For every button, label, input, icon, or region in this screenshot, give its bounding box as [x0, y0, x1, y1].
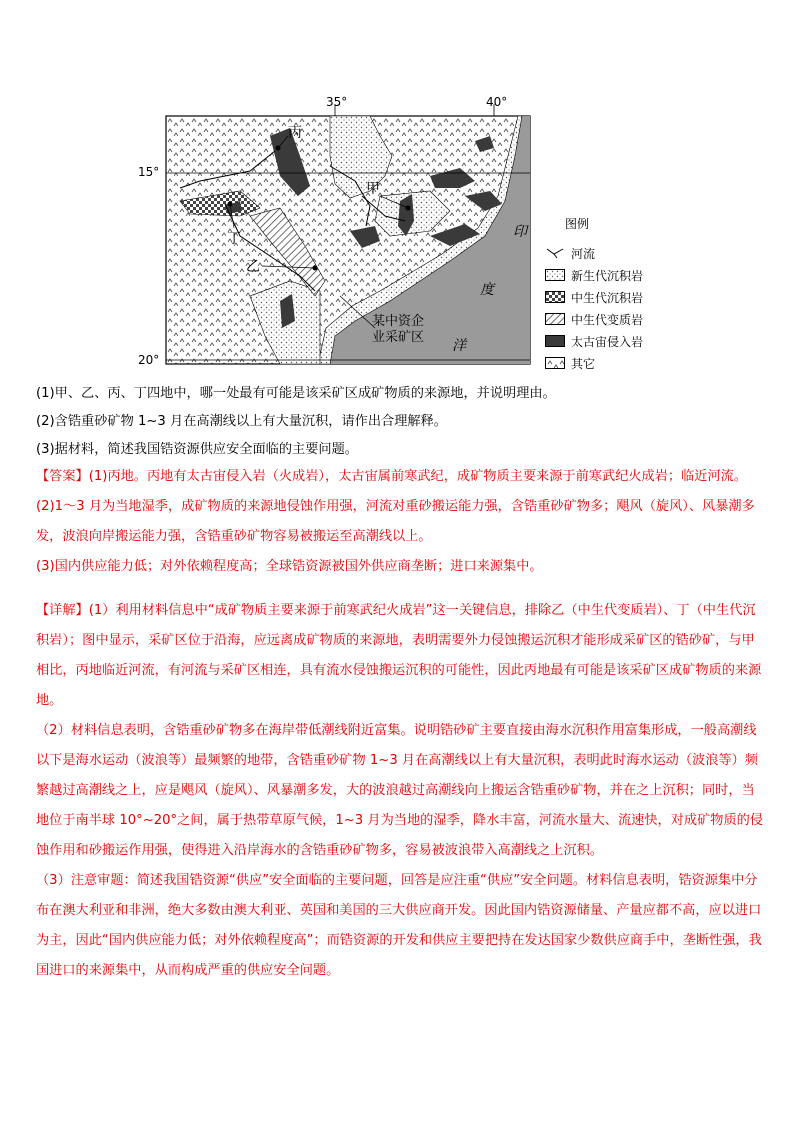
- ocean-label-du: 度: [480, 282, 494, 298]
- lat-label-20: 20°: [138, 353, 160, 367]
- mesozoic-metamorphic-swatch: [545, 313, 565, 325]
- legend-item-mesozoic-sedimentary: [545, 288, 643, 306]
- lon-label-40: 40°: [486, 95, 508, 109]
- legend-item-mesozoic-metamorphic: [545, 310, 643, 328]
- detail-paragraph-2: （2）材料信息表明，含锆重砂矿物多在海岸带低潮线附近富集。说明锆砂矿主要直接由海水沉积作用富集形成，一般高潮线以下是海水运动（波浪等）最频繁的地带，含锆重砂矿物 1~3 月在高潮线以上有大量沉积，表明此时海水运动（波浪等）频繁越过高潮线之上，应是飓风（旋风）、风暴潮多发，大的波浪越过高潮线向上搬运含锆重砂矿物，并在之上沉积；同时，当地位于南半球 10°~20°之间，属于热带草原气候，1~3 月为当地的湿季，降水丰富，河流水量大、流速快，对成矿物质的侵蚀作用和砂搬运作用强，使得进入沿岸海水的含锆重砂矿物多，容易被波浪带入高潮线之上沉积。: [36, 723, 764, 858]
- answer-paragraph-2: (2)1～3 月为当地湿季，成矿物质的来源地侵蚀作用强，河流对重砂搬运能力强，含锆重砂矿物多；飓风（旋风）、风暴潮多发，波浪向岸搬运能力强，含锆重砂矿物容易被搬运至高潮线以上。: [36, 499, 755, 544]
- question-2: (2)含锆重砂矿物 1~3 月在高潮线以上有大量沉积，请作出合理解释。: [36, 414, 447, 429]
- legend-item-cenozoic-sedimentary: [545, 266, 643, 284]
- legend-title: 图例: [565, 217, 590, 231]
- detail-tag: 【详解】: [36, 603, 89, 618]
- lon-label-35: 35°: [326, 95, 348, 109]
- answer-text-1: (1)丙地。丙地有太古宙侵入岩（火成岩），太古宙属前寒武纪，成矿物质主要来源于前寒武纪火成岩；临近河流。: [88, 469, 748, 484]
- detail-text-1: (1）利用材料信息中“成矿物质主要来源于前寒武纪火成岩”这一关键信息，排除乙（中生代变质岩）、丁（中生代沉积岩）；图中显示，采矿区位于沿海，应远离成矿物质的来源地，表明需要外力侵蚀搬运沉积才能形成采矿区的锆砂矿，与甲相比，丙地临近河流，有河流与采矿区相连，具有流水侵蚀搬运沉积的可能性，因此丙地最有可能是该采矿区成矿物质的来源地。: [36, 603, 762, 708]
- cenozoic-sedimentary-swatch: [545, 269, 565, 281]
- other-swatch: [545, 357, 565, 369]
- ocean-label-yin: 印: [513, 224, 527, 240]
- place-ding: 丁: [227, 231, 241, 247]
- detail-section: [36, 596, 766, 986]
- answer-paragraph-3: (3)国内供应能力低；对外依赖程度高；全球锆资源被国外供应商垄断；进口来源集中。: [36, 559, 543, 574]
- legend-label: 中生代沉积岩: [571, 290, 644, 305]
- detail-paragraph-1: [36, 596, 766, 716]
- legend-item-archean-intrusive: [545, 332, 643, 350]
- question-1: (1)甲、乙、丙、丁四地中，哪一处最有可能是该采矿区成矿物质的来源地，并说明理由。: [36, 386, 556, 401]
- answer-paragraph-1: [36, 462, 766, 492]
- mesozoic-sedimentary-swatch: [545, 291, 565, 303]
- legend-label: 新生代沉积岩: [571, 268, 644, 283]
- legend-label: 太古宙侵入岩: [571, 334, 644, 349]
- legend-label: 中生代变质岩: [571, 312, 644, 327]
- answer-section: [36, 462, 766, 582]
- question-3: (3)据材料，简述我国锆资源供应安全面临的主要问题。: [36, 442, 358, 457]
- archean-intrusive-swatch: [545, 335, 565, 347]
- lat-label-15: 15°: [138, 165, 160, 179]
- place-bing: 丙: [288, 125, 302, 141]
- legend-label: 其它: [571, 356, 596, 371]
- mining-area-label-1: 某中资企: [372, 314, 425, 329]
- detail-paragraph-3: （3）注意审题：简述我国锆资源“供应”安全面临的主要问题，回答是应注重“供应”安全问题。材料信息表明，锆资源集中分布在澳大利亚和非洲，绝大多数由澳大利亚、英国和美国的三大供应商开发。因此国内锆资源储量、产量应都不高，应以进口为主，因此“国内供应能力低；对外依赖程度高”；而锆资源的开发和供应主要把持在发达国家少数供应商手中，垄断性强，我国进口的来源集中，从而构成严重的供应安全问题。: [36, 873, 762, 978]
- place-yi: 乙: [246, 259, 260, 275]
- river-icon: [545, 247, 565, 259]
- legend-item-river: [545, 244, 595, 262]
- ocean-label-yang: 洋: [452, 338, 466, 354]
- legend-item-other: [545, 354, 595, 372]
- mining-area-label-2: 业采矿区: [372, 330, 425, 345]
- legend-label: 河流: [571, 246, 596, 261]
- place-jia: 甲: [366, 181, 380, 197]
- answer-tag: 【答案】: [36, 469, 89, 484]
